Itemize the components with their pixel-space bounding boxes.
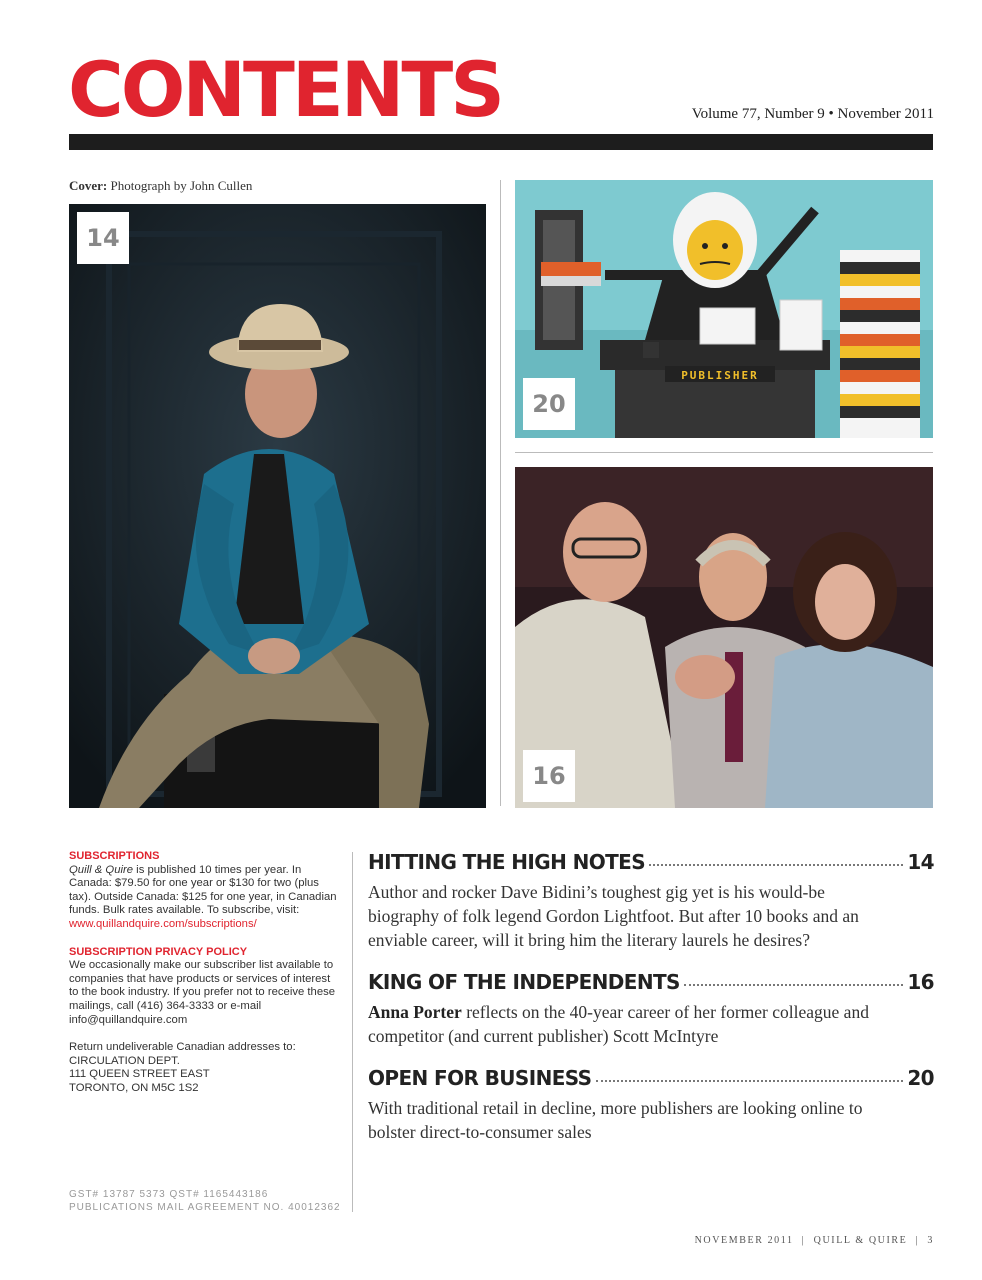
toc-desc-text: With traditional retail in decline, more publishers are looking online to bolster direct-to-consumer sales xyxy=(368,1098,863,1142)
toc-page: 14 xyxy=(907,850,934,874)
gst-line: PUBLICATIONS MAIL AGREEMENT NO. 40012362 xyxy=(69,1202,341,1213)
man-in-hat-photo xyxy=(69,204,486,808)
return-address-line: TORONTO, ON M5C 1S2 xyxy=(69,1081,199,1094)
cover-credit-label: Cover: xyxy=(69,178,108,193)
sidebar-info xyxy=(69,850,339,1096)
page-tag-20: 20 xyxy=(523,378,575,430)
cover-credit-text: Photograph by John Cullen xyxy=(110,178,253,193)
sidebar-divider xyxy=(352,852,353,1212)
subscriptions-heading: SUBSCRIPTIONS xyxy=(69,850,160,862)
page-tag-14: 14 xyxy=(77,212,129,264)
gst-line: GST# 13787 5373 QST# 1165443186 xyxy=(69,1189,269,1200)
toc-title: HITTING THE HIGH NOTES xyxy=(368,850,646,874)
toc-title: OPEN FOR BUSINESS xyxy=(368,1066,592,1090)
footer-publication: QUILL & QUIRE xyxy=(813,1235,908,1246)
publication-name: Quill & Quire xyxy=(69,863,134,876)
toc-lead: Anna Porter xyxy=(368,1002,462,1022)
toc-entry[interactable] xyxy=(368,1066,934,1144)
image-divider xyxy=(515,452,933,453)
toc-page: 16 xyxy=(907,970,934,994)
toc-leader xyxy=(649,864,903,866)
gst-info xyxy=(69,1188,341,1214)
privacy-heading: SUBSCRIPTION PRIVACY POLICY xyxy=(69,945,248,958)
cover-photo xyxy=(69,204,486,808)
publisher-cartoon xyxy=(515,180,933,438)
publisher-illustration xyxy=(515,180,933,438)
group-photo xyxy=(515,467,933,808)
toc-page: 20 xyxy=(907,1066,934,1090)
subscriptions-body: is published 10 times per year. In Canada: $79.50 for one year or $130 for two (plus tax). Outside Canada: $125 for one year, in Canadian funds. Bulk rates available. To subscribe, visit: xyxy=(69,863,337,917)
issue-info: Volume 77, Number 9 • November 2011 xyxy=(691,106,934,122)
subscriptions-link[interactable]: www.quillandquire.com/subscriptions/ xyxy=(69,917,257,930)
toc-description xyxy=(368,1000,888,1048)
return-address-line: 111 QUEEN STREET EAST xyxy=(69,1068,210,1081)
page-footer: NOVEMBER 2011 | QUILL & QUIRE | 3 xyxy=(694,1235,934,1246)
toc-entry[interactable] xyxy=(368,970,934,1048)
three-people-photo xyxy=(515,467,933,808)
toc-description xyxy=(368,880,888,952)
return-address-line: Return undeliverable Canadian addresses to: xyxy=(69,1041,296,1054)
header-rule xyxy=(69,134,933,150)
toc-leader xyxy=(684,984,904,986)
toc-leader xyxy=(596,1080,904,1082)
desk-sign: PUBLISHER xyxy=(681,369,759,382)
subscriptions-text xyxy=(69,864,339,918)
toc-desc-text: Author and rocker Dave Bidini’s toughest gig yet is his would-be biography of folk legend Gordon Lightfoot. But after 10 books and an enviable career, will it bring him the literary laurels he desires? xyxy=(368,882,859,950)
return-address-line: CIRCULATION DEPT. xyxy=(69,1054,180,1067)
column-divider xyxy=(500,180,501,806)
page-tag-16: 16 xyxy=(523,750,575,802)
footer-page-number: 3 xyxy=(927,1235,934,1246)
footer-date: NOVEMBER 2011 xyxy=(694,1235,794,1246)
page-title: CONTENTS xyxy=(68,45,502,134)
toc-title: KING OF THE INDEPENDENTS xyxy=(368,970,680,994)
toc-entry[interactable] xyxy=(368,850,934,952)
cover-credit xyxy=(69,178,252,194)
toc-desc-text: reflects on the 40-year career of her former colleague and competitor (and current publisher) Scott McIntyre xyxy=(368,1002,869,1046)
privacy-text: We occasionally make our subscriber list available to companies that have products or services of interest to the book industry. If you prefer not to receive these mailings, call (416) 364-3333 or e-mail info@quillandquire.com xyxy=(69,959,336,1026)
toc-description xyxy=(368,1096,888,1144)
